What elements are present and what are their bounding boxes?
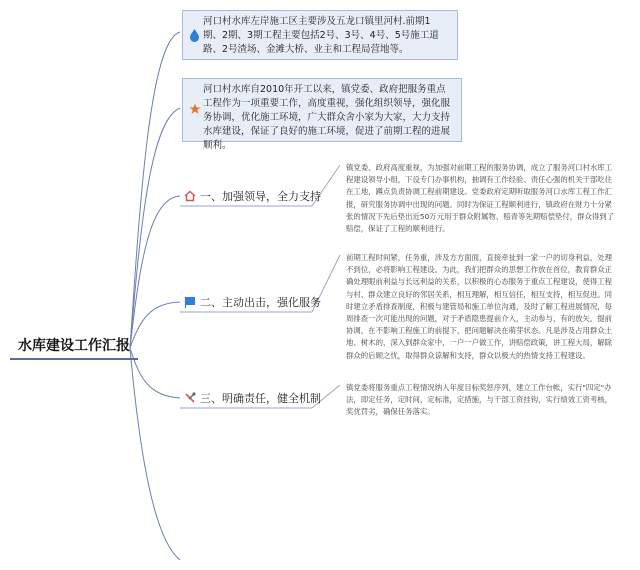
branch-label: 三、明确责任，健全机制 [200, 392, 321, 405]
root-topic[interactable]: 水库建设工作汇报 [10, 335, 138, 360]
branch-label: 二、主动出击，强化服务 [200, 296, 321, 309]
info-box-text: 河口村水库左岸施工区主要涉及五龙口镇里河村.前期1期、2期、3期工程主要包括2号、3号、4号、5号施工道路、2号渣场、金滩大桥、业主和工程局营地等。 [203, 16, 439, 55]
connector-line [130, 108, 180, 348]
tools-icon [184, 392, 196, 404]
connector-line [130, 348, 180, 560]
info-box[interactable] [182, 78, 462, 151]
branch-topic-leadership[interactable] [184, 188, 321, 204]
star-icon [189, 103, 201, 120]
connector-line [130, 32, 180, 348]
water-drop-icon [189, 29, 200, 47]
branch-detail: 镇党委、政府高度重视，为加强对前期工程的服务协调，成立了服务河口村水库工程建设领导小组，下设专门办事机构，抽调有工作经验、责任心强的机关干部吃住在工地，蹲点负责协调工程前期建设。党委政府定期听取服务河口水库工程工作汇报，研究服务协调中出现的问题。同时为保证工程顺利进行，镇政府在财力十分紧张的情况下先后垫出近50万元用于群众附属物、赔青等先期赔偿垫付，群众得到了赔偿，保证了工程的顺利进行。 [346, 163, 615, 234]
branch-topic-service[interactable] [184, 294, 321, 310]
branch-topic-responsibility[interactable] [184, 390, 321, 406]
info-box[interactable] [182, 10, 458, 60]
flag-icon [184, 296, 196, 308]
info-box-text: 河口村水库自2010年开工以来，镇党委、政府把服务重点工程作为一项重要工作，高度重视，强化组织领导，强化服务协调，优化施工环境，广大群众舍小家为大家，大力支持水库建设，保证了良好的施工环境，促进了前期工程的进展顺利。 [203, 84, 451, 151]
home-icon [184, 190, 196, 202]
branch-detail: 前期工程时间紧，任务重，涉及方方面面，直接牵扯到一家一户的切身利益，处理不到位，必将影响工程建设。为此，我们把群众的思想工作放在首位，教育群众正确处理眼前利益与长远利益的关系，以积极的心态服务于重点工程建设，使得工程与村、群众建立良好的邻居关系，相互理解，相互信任，相互支持，相互促进。同时建立矛盾排查制度，积极与建管局和施工单位沟通，及时了解工程进展情况，每周排查一次可能出现的问题，对于矛盾隐患提前介入，主动参与，有的放矢，提前协调，在不影响工程施工的前提下，把问题解决在萌芽状态。凡是涉及占用群众土地、树木的，深入到群众家中，一户一户做工作，讲赔偿政策，讲工程大局，解除群众的后顾之忧，取得群众谅解和支持，群众以极大的热情支持工程建设。 [346, 253, 613, 360]
branch-label: 一、加强领导，全力支持 [200, 190, 321, 203]
branch-detail: 镇党委将服务重点工程情况纳入年度目标奖惩序列，建立工作台帐，实行"四定"办法，即定任务，定时间，定标准，定措施，与干部工资挂钩，实行绩效工资考核，奖优罚劣，确保任务落实。 [346, 383, 613, 417]
